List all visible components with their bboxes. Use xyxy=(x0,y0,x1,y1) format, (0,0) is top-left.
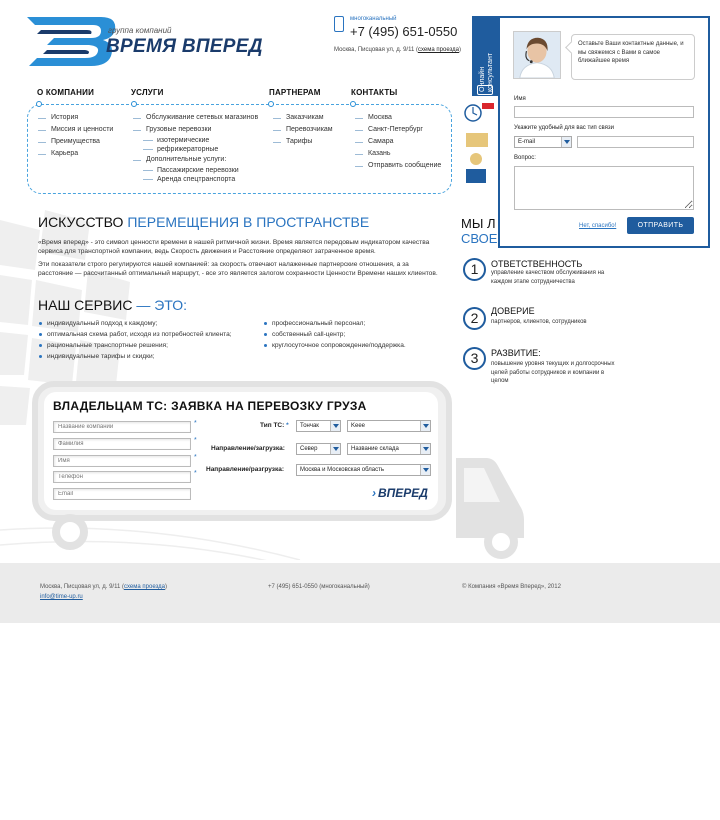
nav-heading-services[interactable]: УСЛУГИ xyxy=(131,88,164,97)
unload-direction-select[interactable] xyxy=(296,464,431,476)
nav-item-refrigerated[interactable]: рефрижераторные xyxy=(133,145,258,154)
nav-item-additional[interactable]: Дополнительные услуги: xyxy=(133,154,258,166)
popup-question-label: Вопрос: xyxy=(514,155,536,161)
nav-item-rental[interactable]: Аренда спецтранспорта xyxy=(133,175,258,184)
vehicle-brand-value: Keee xyxy=(351,423,366,429)
chevron-right-icon: › xyxy=(372,486,376,500)
value-number-3: 3 xyxy=(463,347,486,370)
load-direction-label: Направление/загрузка: xyxy=(211,445,285,452)
popup-contact-type-select[interactable] xyxy=(514,136,572,148)
nav-dot xyxy=(268,101,274,107)
header-address xyxy=(334,47,461,53)
address-text: Москва, Писцовая ул, д. 9/11 ( xyxy=(334,47,418,53)
required-star: * xyxy=(194,437,197,444)
warehouse-value: Название склада xyxy=(351,446,399,452)
nav-dot xyxy=(36,101,42,107)
phone-note: многоканальный xyxy=(350,16,397,22)
company-name-field[interactable] xyxy=(53,421,191,433)
nav-heading-partners[interactable]: ПАРТНЕРАМ xyxy=(269,88,321,97)
vehicle-type-select[interactable] xyxy=(296,420,341,432)
service-bullets-right xyxy=(263,318,406,351)
cargo-form-title: ВЛАДЕЛЬЦАМ ТС: ЗАЯВКА НА ПЕРЕВОЗКУ ГРУЗА xyxy=(53,399,367,413)
list-item: профессиональный персонал; xyxy=(263,318,406,329)
vehicle-type-label xyxy=(260,422,289,429)
tab-label-line2: консультант xyxy=(487,52,494,92)
logo-subtitle: группа компаний xyxy=(108,26,172,35)
value-number-2: 2 xyxy=(463,307,486,330)
footer-address xyxy=(40,584,167,590)
list-item: круглосуточное сопровождение/поддержка. xyxy=(263,340,406,351)
list-item: собственный call-центр; xyxy=(263,329,406,340)
nav-item-mission[interactable]: Миссия и ценности xyxy=(38,124,113,136)
list-item: рациональные транспортные решения; xyxy=(38,340,232,351)
footer-map-link[interactable]: схема проезда xyxy=(124,584,165,590)
service-title xyxy=(38,297,187,313)
nav-item-isothermal[interactable]: изотермические xyxy=(133,136,258,145)
truck-cab-icon xyxy=(456,450,566,560)
service-bullets-left xyxy=(38,318,232,362)
load-direction-select[interactable] xyxy=(296,443,341,455)
popup-question-field[interactable] xyxy=(514,166,694,210)
name-field[interactable] xyxy=(53,455,191,467)
chevron-down-icon xyxy=(420,465,430,475)
footer-email[interactable] xyxy=(40,594,83,600)
chevron-down-icon xyxy=(330,444,340,454)
nav-heading-about[interactable]: О КОМПАНИИ xyxy=(37,88,95,97)
required-star: * xyxy=(194,420,197,427)
nav-dot xyxy=(350,101,356,107)
values-title-line2: СВОЕ xyxy=(461,231,498,246)
nav-item-spb[interactable]: Санкт-Петербург xyxy=(355,124,441,136)
address-close: ) xyxy=(458,47,461,53)
required-star: * xyxy=(194,470,197,477)
nav-item-retail[interactable]: Обслуживание сетевых магазинов xyxy=(133,112,258,124)
service-icons-strip xyxy=(462,99,500,189)
consultant-avatar xyxy=(513,31,561,79)
nav-item-kazan[interactable]: Казань xyxy=(355,148,441,160)
nav-list-services xyxy=(133,112,258,184)
surname-field[interactable] xyxy=(53,438,191,450)
warehouse-select[interactable] xyxy=(347,443,431,455)
vehicle-type-label-text: Тип ТС: xyxy=(260,422,285,429)
main-title-plain: ИСКУССТВО xyxy=(38,214,128,230)
nav-list-partners xyxy=(273,112,333,148)
nav-item-tariffs[interactable]: Тарифы xyxy=(273,136,333,148)
send-button[interactable]: ОТПРАВИТЬ xyxy=(627,217,694,234)
list-item: оптимальная схема работ, исходя из потребностей клиента; xyxy=(38,329,232,340)
chevron-down-icon xyxy=(420,444,430,454)
nav-item-cargo[interactable]: Грузовые перевозки xyxy=(133,124,258,136)
nav-list-about xyxy=(38,112,113,160)
unload-direction-value: Москва и Московская область xyxy=(300,467,384,473)
values-title-line1: МЫ Л xyxy=(461,216,496,231)
nav-item-advantages[interactable]: Преимущества xyxy=(38,136,113,148)
intro-paragraph: «Время вперед» - это символ ценности времени в нашей ритмичной жизни. Время является передовым индикатором качества сервиса для транспортной компании, ведь Скорость движения и Расстояние определяют затраченное время. xyxy=(38,239,430,256)
vehicle-type-value: Тончак xyxy=(300,423,319,429)
footer-copyright: © Компания «Время Вперед», 2012 xyxy=(462,584,561,590)
phone-field[interactable] xyxy=(53,471,191,483)
chevron-down-icon xyxy=(420,421,430,431)
footer-address-close: ) xyxy=(164,584,167,590)
phone-number: +7 (495) 651-0550 xyxy=(350,24,458,39)
nav-item-send-message[interactable]: Отправить сообщение xyxy=(355,160,441,172)
consultant-message: Оставьте Ваши контактные данные, и мы свяжемся с Вами в самое ближайшее время xyxy=(571,34,695,80)
list-item: индивидуальные тарифы и скидки; xyxy=(38,351,232,362)
nav-item-history[interactable]: История xyxy=(38,112,113,124)
load-direction-value: Север xyxy=(300,446,318,452)
popup-name-label: Имя xyxy=(514,96,526,102)
popup-contact-type-value: E-mail xyxy=(518,139,536,145)
nav-item-samara[interactable]: Самара xyxy=(355,136,441,148)
submit-cargo-button[interactable] xyxy=(372,486,428,500)
nav-item-carriers[interactable]: Перевозчикам xyxy=(273,124,333,136)
nav-heading-contacts[interactable]: КОНТАКТЫ xyxy=(351,88,398,97)
list-item: индивидуальный подход к каждому; xyxy=(38,318,232,329)
intro-paragraph-2: Эти показатели строго регулируются нашей компанией: за скорость отвечают налаженные партнерские отношения, а за расстояние — рассчитанный оптимальный маршрут, - все это является залогом сохранности Ценности Времени наших клиентов. xyxy=(38,261,438,278)
value-title-3: РАЗВИТИЕ: xyxy=(491,348,541,358)
popup-name-field[interactable] xyxy=(514,106,694,118)
value-text-1: управление качеством обслуживания на каждом этапе сотрудничества xyxy=(491,270,605,285)
value-title-2: ДОВЕРИЕ xyxy=(491,306,535,316)
footer-address-text: Москва, Писцовая ул, д. 9/11 ( xyxy=(40,584,124,590)
footer-email-link[interactable]: info@time-up.ru xyxy=(40,594,83,600)
email-field[interactable] xyxy=(53,488,191,500)
service-title-highlight: — ЭТО: xyxy=(136,297,188,313)
service-title-plain: НАШ СЕРВИС xyxy=(38,297,137,313)
tab-label-line1: Онлайн xyxy=(479,66,486,92)
value-text-2: партнеров, клиентов, сотрудников xyxy=(491,319,587,325)
nav-item-passenger[interactable]: Пассажирские перевозки xyxy=(133,166,258,175)
nav-item-customers[interactable]: Заказчикам xyxy=(273,112,333,124)
chat-icon xyxy=(477,85,493,95)
popup-contact-field[interactable] xyxy=(577,136,694,148)
truck-wheel-icon xyxy=(40,512,110,562)
nav-list-contacts xyxy=(355,112,441,172)
required-star: * xyxy=(194,454,197,461)
logo-title[interactable]: ВРЕМЯ ВПЕРЕД xyxy=(106,36,263,57)
submit-cargo-label: ВПЕРЕД xyxy=(378,486,428,500)
value-title-1: ОТВЕТСТВЕННОСТЬ xyxy=(491,259,583,269)
required-star: * xyxy=(286,422,289,429)
map-link[interactable]: схема проезда xyxy=(418,47,459,53)
value-number-1: 1 xyxy=(463,258,486,281)
footer-phone: +7 (495) 651-0550 (многоканальный) xyxy=(268,584,370,590)
main-title-highlight: ПЕРЕМЕЩЕНИЯ В ПРОСТРАНСТВЕ xyxy=(127,214,370,230)
main-title xyxy=(38,214,369,230)
vehicle-brand-select[interactable] xyxy=(347,420,431,432)
phone-icon xyxy=(334,16,344,32)
unload-direction-label: Направление/разгрузка: xyxy=(206,466,285,473)
chevron-down-icon xyxy=(561,137,571,147)
popup-contact-label: Укажите удобный для вас тип связи xyxy=(514,125,614,131)
nav-item-moscow[interactable]: Москва xyxy=(355,112,441,124)
footer xyxy=(0,563,720,623)
no-thanks-link[interactable]: Нет, спасибо! xyxy=(579,223,617,229)
values-title xyxy=(461,216,497,246)
chevron-down-icon xyxy=(330,421,340,431)
value-text-3: повышение уровня текущих и долгосрочных целей работы сотрудников и компании в целом xyxy=(491,361,615,384)
nav-dot xyxy=(131,101,137,107)
nav-item-career[interactable]: Карьера xyxy=(38,148,113,160)
